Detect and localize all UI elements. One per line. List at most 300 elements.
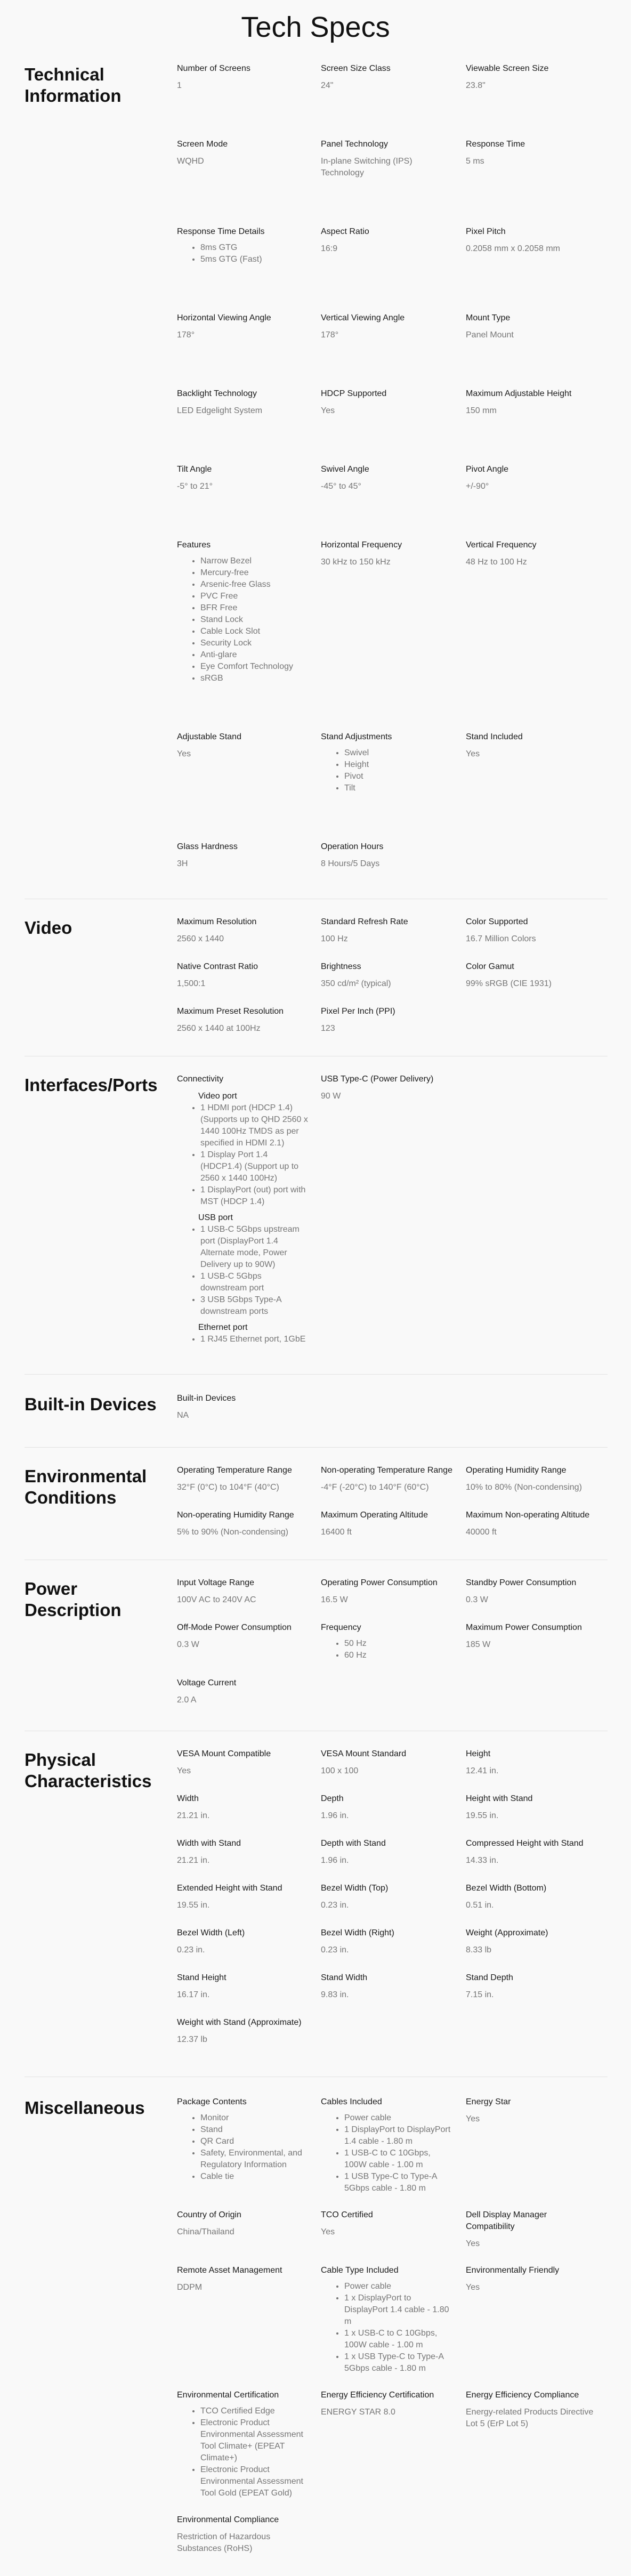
spec-label: Response Time	[466, 140, 525, 149]
list-item: • Safety, Environmental, and Regulatory Information	[200, 2147, 309, 2171]
spec-adjustable-stand	[177, 731, 321, 794]
spec-usb-type-c-power-delivery	[321, 1073, 466, 1345]
spec-label: Energy Efficiency Compliance	[466, 2391, 579, 2400]
spec-value: Panel Mount	[466, 330, 514, 340]
spec-value: China/Thailand	[177, 2227, 234, 2236]
spec-value: 21.21 in.	[177, 1811, 210, 1820]
list-item: • Anti-glare	[200, 649, 309, 661]
spec-value: -5° to 21°	[177, 482, 213, 491]
list-item: • TCO Certified Edge	[200, 2405, 309, 2417]
section-power-description	[0, 1560, 631, 1731]
spec-value: Energy-related Products Directive Lot 5 (ErP Lot 5)	[466, 2408, 594, 2428]
section-title: Physical Characteristics	[25, 1750, 152, 1791]
spec-response-time-details	[177, 226, 321, 265]
spec-screen-size-class	[321, 63, 466, 92]
spec-label: Cable Type Included	[321, 2266, 399, 2275]
list-item: • QR Card	[200, 2136, 309, 2147]
spec-value: 40000 ft	[466, 1528, 497, 1537]
spec-compressed-height-with-stand	[466, 1838, 608, 1867]
spec-label: Screen Size Class	[321, 64, 391, 73]
spec-features	[177, 539, 321, 684]
list-item: • Cable Lock Slot	[200, 626, 309, 637]
list-item: • Electronic Product Environmental Assessment Tool Climate+ (EPEAT Climate+)	[200, 2417, 309, 2464]
list-item: • 1 x USB Type-C to Type-A 5Gbps cable - 1.80 m	[344, 2351, 454, 2375]
list-item: • 1 USB-C to C 10Gbps, 100W cable - 1.00 m	[344, 2147, 454, 2171]
spec-value: 0.3 W	[466, 1595, 488, 1604]
spec-value: 7.15 in.	[466, 1990, 494, 1999]
spec-label: Tilt Angle	[177, 465, 212, 474]
page-title: Tech Specs	[241, 11, 390, 43]
list-item: • Arsenic-free Glass	[200, 579, 309, 591]
spec-viewable-screen-size	[466, 63, 608, 92]
spec-width	[177, 1793, 321, 1822]
spec-label: Stand Height	[177, 1973, 226, 1982]
spec-mount-type	[466, 312, 608, 341]
group-label: Ethernet port	[198, 1323, 248, 1332]
spec-label: Mount Type	[466, 313, 511, 322]
spec-operating-humidity-range	[466, 1465, 608, 1493]
spec-bezel-width-right	[321, 1927, 466, 1956]
spec-value: 24"	[321, 81, 334, 90]
spec-value: Restriction of Hazardous Substances (RoHS)	[177, 2532, 271, 2553]
spec-value: 30 kHz to 150 kHz	[321, 558, 391, 567]
spec-value: 8.33 lb	[466, 1945, 492, 1955]
spec-value: 14.33 in.	[466, 1856, 499, 1865]
spec-label: Frequency	[321, 1623, 361, 1632]
spec-backlight-technology	[177, 388, 321, 417]
spec-label: Stand Included	[466, 732, 523, 741]
spec-value-list	[177, 2405, 309, 2499]
spec-label: Package Contents	[177, 2097, 247, 2106]
spec-depth-with-stand	[321, 1838, 466, 1867]
list-item: • Security Lock	[200, 637, 309, 649]
spec-grid	[177, 1465, 608, 1538]
spec-maximum-non-operating-altitude	[466, 1509, 608, 1538]
spec-value: 99% sRGB (CIE 1931)	[466, 979, 552, 988]
list-item: • 1 x USB-C to C 10Gbps, 100W cable - 1.00 m	[344, 2328, 454, 2351]
spec-value: 123	[321, 1024, 335, 1033]
spec-value: 3H	[177, 859, 188, 868]
spec-value: -45° to 45°	[321, 482, 361, 491]
spec-glass-hardness	[177, 841, 321, 870]
list-item: • Cable tie	[200, 2171, 309, 2183]
spec-value: 178°	[321, 330, 339, 340]
spec-stand-height	[177, 1972, 321, 2001]
spec-label: Standard Refresh Rate	[321, 917, 408, 926]
spec-maximum-preset-resolution	[177, 1006, 321, 1035]
spec-value: 2560 x 1440	[177, 934, 224, 943]
spec-label: Energy Star	[466, 2097, 511, 2106]
spec-color-gamut	[466, 961, 608, 990]
spec-label: Environmental Certification	[177, 2391, 279, 2400]
spec-value-list	[177, 1224, 309, 1318]
spec-horizontal-viewing-angle	[177, 312, 321, 341]
spec-label: Maximum Resolution	[177, 917, 257, 926]
spec-maximum-adjustable-height	[466, 388, 608, 417]
spec-label: Maximum Power Consumption	[466, 1623, 582, 1632]
spec-standard-refresh-rate	[321, 916, 466, 945]
spec-value: 32°F (0°C) to 104°F (40°C)	[177, 1483, 279, 1492]
spec-weight-with-stand-approximate	[177, 2017, 321, 2046]
spec-cable-type-included	[321, 2265, 466, 2375]
spec-energy-efficiency-certification	[321, 2389, 466, 2499]
spec-horizontal-frequency	[321, 539, 466, 684]
group-label: USB port	[198, 1213, 233, 1222]
spec-label: Backlight Technology	[177, 389, 257, 398]
spec-label: Maximum Preset Resolution	[177, 1007, 284, 1016]
spec-label: Operating Humidity Range	[466, 1466, 567, 1475]
list-item: • Power cable	[344, 2281, 454, 2292]
list-item: • 1 USB-C 5Gbps upstream port (DisplayPort 1.4 Alternate mode, Power Delivery up to 90W)	[200, 1224, 309, 1271]
spec-pivot-angle	[466, 464, 608, 492]
spec-built-in-devices	[177, 1393, 321, 1422]
spec-label: Weight (Approximate)	[466, 1928, 548, 1937]
spec-label: Width with Stand	[177, 1839, 241, 1848]
section-technical-information	[0, 47, 631, 899]
list-item: • 50 Hz	[344, 1638, 454, 1650]
spec-grid	[177, 1748, 608, 2046]
spec-value: 48 Hz to 100 Hz	[466, 558, 527, 567]
spec-height	[466, 1748, 608, 1777]
section-environmental-conditions	[0, 1448, 631, 1560]
list-item: • BFR Free	[200, 602, 309, 614]
spec-value-list	[177, 2112, 309, 2183]
section-title: Built-in Devices	[25, 1394, 157, 1414]
spec-label: Glass Hardness	[177, 842, 238, 851]
spec-value: Yes	[466, 2114, 480, 2123]
spec-vesa-mount-standard	[321, 1748, 466, 1777]
spec-environmental-certification	[177, 2389, 321, 2499]
spec-vesa-mount-compatible	[177, 1748, 321, 1777]
spec-value-list	[177, 242, 309, 265]
spec-value: 19.55 in.	[466, 1811, 499, 1820]
spec-label: Native Contrast Ratio	[177, 962, 258, 971]
spec-package-contents	[177, 2096, 321, 2194]
spec-maximum-operating-altitude	[321, 1509, 466, 1538]
list-item: • 1 DisplayPort to DisplayPort 1.4 cable - 1.80 m	[344, 2124, 454, 2147]
spec-operation-hours	[321, 841, 466, 870]
spec-value: 1.96 in.	[321, 1811, 349, 1820]
spec-vertical-viewing-angle	[321, 312, 466, 341]
spec-depth	[321, 1793, 466, 1822]
spec-label: Viewable Screen Size	[466, 64, 549, 73]
spec-value: 0.23 in.	[177, 1945, 205, 1955]
spec-groups	[177, 1091, 309, 1345]
list-item: • Stand	[200, 2124, 309, 2136]
spec-panel-technology	[321, 139, 466, 179]
spec-value: +/-90°	[466, 482, 489, 491]
spec-label: Dell Display Manager Compatibility	[466, 2210, 547, 2231]
spec-label: Brightness	[321, 962, 361, 971]
spec-label: Country of Origin	[177, 2210, 241, 2219]
spec-height-with-stand	[466, 1793, 608, 1822]
spec-label: Operation Hours	[321, 842, 384, 851]
spec-label: Height	[466, 1749, 491, 1758]
spec-stand-adjustments	[321, 731, 466, 794]
spec-color-supported	[466, 916, 608, 945]
spec-value: 10% to 80% (Non-condensing)	[466, 1483, 582, 1492]
spec-stand-depth	[466, 1972, 608, 2001]
spec-brightness	[321, 961, 466, 990]
spec-bezel-width-left	[177, 1927, 321, 1956]
spec-value: 16.17 in.	[177, 1990, 210, 1999]
spec-value: WQHD	[177, 157, 204, 166]
spec-label: Swivel Angle	[321, 465, 369, 474]
spec-value: 5% to 90% (Non-condensing)	[177, 1528, 289, 1537]
spec-label: Environmental Compliance	[177, 2515, 279, 2524]
spec-label: Horizontal Frequency	[321, 540, 402, 550]
spec-label: Environmentally Friendly	[466, 2266, 560, 2275]
spec-label: Response Time Details	[177, 227, 265, 236]
spec-value: DDPM	[177, 2283, 203, 2292]
spec-label: Input Voltage Range	[177, 1578, 255, 1587]
list-item: • sRGB	[200, 673, 309, 684]
spec-label: Operating Temperature Range	[177, 1466, 292, 1475]
list-item: • Stand Lock	[200, 614, 309, 626]
list-item: • Power cable	[344, 2112, 454, 2124]
list-item: • Height	[344, 759, 454, 771]
spec-value: NA	[177, 1411, 189, 1420]
spec-label: Extended Height with Stand	[177, 1884, 282, 1893]
spec-label: Maximum Operating Altitude	[321, 1511, 428, 1520]
spec-value: 0.23 in.	[321, 1901, 349, 1910]
spec-value-list	[321, 2281, 454, 2375]
spec-hdcp-supported	[321, 388, 466, 417]
spec-value: Yes	[466, 2239, 480, 2248]
spec-value: 1	[177, 81, 182, 90]
section-title: Video	[25, 918, 72, 938]
spec-label: Stand Depth	[466, 1973, 513, 1982]
spec-label: Voltage Current	[177, 1678, 237, 1687]
spec-value: 0.51 in.	[466, 1901, 494, 1910]
spec-label: Pivot Angle	[466, 465, 509, 474]
spec-label: Number of Screens	[177, 64, 250, 73]
spec-standby-power-consumption	[466, 1577, 608, 1606]
spec-label: Maximum Adjustable Height	[466, 389, 572, 398]
group-label: Video port	[198, 1092, 237, 1101]
list-item: • 1 USB Type-C to Type-A 5Gbps cable - 1.80 m	[344, 2171, 454, 2194]
spec-label: Adjustable Stand	[177, 732, 241, 741]
section-title: Interfaces/Ports	[25, 1075, 158, 1095]
spec-value: Yes	[321, 2227, 335, 2236]
spec-value: 178°	[177, 330, 195, 340]
spec-value: 0.3 W	[177, 1640, 199, 1649]
spec-value-list	[177, 555, 309, 684]
spec-label: Bezel Width (Top)	[321, 1884, 389, 1893]
list-item: • Monitor	[200, 2112, 309, 2124]
spec-value: 2.0 A	[177, 1695, 197, 1705]
section-title: Power Description	[25, 1579, 122, 1620]
spec-dell-display-manager-compatibility	[466, 2209, 608, 2250]
spec-value: 100V AC to 240V AC	[177, 1595, 256, 1604]
spec-label: Stand Adjustments	[321, 732, 392, 741]
spec-value: 0.23 in.	[321, 1945, 349, 1955]
spec-label: Connectivity	[177, 1075, 224, 1084]
spec-response-time	[466, 139, 608, 179]
spec-value: 150 mm	[466, 406, 497, 415]
spec-value: LED Edgelight System	[177, 406, 263, 415]
spec-label: USB Type-C (Power Delivery)	[321, 1075, 434, 1084]
spec-value-list	[177, 1334, 309, 1345]
spec-operating-temperature-range	[177, 1465, 321, 1493]
spec-value: 350 cd/m² (typical)	[321, 979, 391, 988]
spec-label: Aspect Ratio	[321, 227, 369, 236]
spec-non-operating-humidity-range	[177, 1509, 321, 1538]
spec-country-of-origin	[177, 2209, 321, 2250]
list-item: • Eye Comfort Technology	[200, 661, 309, 673]
list-item: • Tilt	[344, 782, 454, 794]
list-item: • 1 x DisplayPort to DisplayPort 1.4 cable - 1.80 m	[344, 2292, 454, 2328]
spec-label: Vertical Viewing Angle	[321, 313, 405, 322]
spec-label: Standby Power Consumption	[466, 1578, 577, 1587]
list-item: • 3 USB 5Gbps Type-A downstream ports	[200, 1294, 309, 1318]
list-item: • PVC Free	[200, 591, 309, 602]
spec-label: Screen Mode	[177, 140, 228, 149]
list-item: • Mercury-free	[200, 567, 309, 579]
spec-grid	[177, 1577, 608, 1706]
section-miscellaneous	[0, 2077, 631, 2576]
spec-remote-asset-management	[177, 2265, 321, 2375]
spec-stand-included	[466, 731, 608, 794]
section-built-in-devices	[0, 1375, 631, 1447]
spec-value-list	[177, 1102, 309, 1208]
spec-label: Height with Stand	[466, 1794, 533, 1803]
spec-environmentally-friendly	[466, 2265, 608, 2375]
spec-extended-height-with-stand	[177, 1883, 321, 1911]
spec-label: Color Gamut	[466, 962, 514, 971]
spec-swivel-angle	[321, 464, 466, 492]
list-item: • 1 HDMI port (HDCP 1.4) (Supports up to QHD 2560 x 1440 100Hz TMDS as per specified in HDMI 2.1)	[200, 1102, 309, 1149]
spec-value: 8 Hours/5 Days	[321, 859, 380, 868]
list-item: • 1 USB-C 5Gbps downstream port	[200, 1271, 309, 1294]
spec-pixel-per-inch-ppi	[321, 1006, 466, 1035]
spec-label: Bezel Width (Bottom)	[466, 1884, 547, 1893]
list-item: • 60 Hz	[344, 1650, 454, 1661]
spec-value: 12.37 lb	[177, 2035, 207, 2044]
spec-label: VESA Mount Standard	[321, 1749, 407, 1758]
spec-value-list	[321, 2112, 454, 2194]
spec-tco-certified	[321, 2209, 466, 2250]
spec-grid	[177, 916, 608, 1035]
spec-maximum-resolution	[177, 916, 321, 945]
spec-value: 19.55 in.	[177, 1901, 210, 1910]
spec-label: Non-operating Temperature Range	[321, 1466, 452, 1475]
spec-label: Compressed Height with Stand	[466, 1839, 584, 1848]
spec-operating-power-consumption	[321, 1577, 466, 1606]
spec-label: VESA Mount Compatible	[177, 1749, 271, 1758]
spec-value: 5 ms	[466, 157, 484, 166]
spec-label: Depth	[321, 1794, 344, 1803]
spec-energy-star	[466, 2096, 608, 2194]
spec-label: Width	[177, 1794, 199, 1803]
list-item: • Pivot	[344, 771, 454, 782]
spec-value: 1.96 in.	[321, 1856, 349, 1865]
spec-label: Color Supported	[466, 917, 528, 926]
spec-value-list	[321, 747, 454, 794]
spec-value: 1,500:1	[177, 979, 206, 988]
spec-pixel-pitch	[466, 226, 608, 265]
spec-grid	[177, 1073, 608, 1345]
spec-value: 185 W	[466, 1640, 491, 1649]
spec-voltage-current	[177, 1677, 321, 1706]
spec-cables-included	[321, 2096, 466, 2194]
section-video	[0, 899, 631, 1056]
spec-label: Maximum Non-operating Altitude	[466, 1511, 590, 1520]
spec-label: Non-operating Humidity Range	[177, 1511, 294, 1520]
spec-value: 16.5 W	[321, 1595, 348, 1604]
spec-non-operating-temperature-range	[321, 1465, 466, 1493]
spec-label: Built-in Devices	[177, 1394, 236, 1403]
spec-screen-mode	[177, 139, 321, 179]
spec-off-mode-power-consumption	[177, 1622, 321, 1661]
spec-value: 90 W	[321, 1092, 341, 1101]
spec-weight-approximate	[466, 1927, 608, 1956]
spec-label: Operating Power Consumption	[321, 1578, 438, 1587]
section-physical-characteristics	[0, 1731, 631, 2077]
spec-value: -4°F (-20°C) to 140°F (60°C)	[321, 1483, 429, 1492]
spec-grid	[177, 63, 608, 870]
spec-vertical-frequency	[466, 539, 608, 684]
spec-tilt-angle	[177, 464, 321, 492]
spec-label: Depth with Stand	[321, 1839, 386, 1848]
spec-value: 16400 ft	[321, 1528, 352, 1537]
spec-value-list	[321, 1638, 454, 1661]
spec-value: In-plane Switching (IPS) Technology	[321, 157, 412, 177]
spec-frequency	[321, 1622, 466, 1661]
spec-label: Stand Width	[321, 1973, 368, 1982]
spec-environmental-compliance	[177, 2514, 321, 2555]
spec-grid	[177, 1393, 608, 1422]
spec-label: Remote Asset Management	[177, 2266, 282, 2275]
spec-label: Vertical Frequency	[466, 540, 537, 550]
spec-value: Yes	[321, 406, 335, 415]
spec-value: 2560 x 1440 at 100Hz	[177, 1024, 261, 1033]
section-title: Environmental Conditions	[25, 1466, 147, 1507]
spec-value: 16.7 Million Colors	[466, 934, 536, 943]
spec-value: 12.41 in.	[466, 1766, 499, 1775]
spec-bezel-width-bottom	[466, 1883, 608, 1911]
spec-energy-efficiency-compliance	[466, 2389, 608, 2499]
list-item: • 8ms GTG	[200, 242, 309, 254]
spec-value: Yes	[466, 2283, 480, 2292]
spec-label: Bezel Width (Left)	[177, 1928, 245, 1937]
spec-maximum-power-consumption	[466, 1622, 608, 1661]
spec-native-contrast-ratio	[177, 961, 321, 990]
list-item: • 5ms GTG (Fast)	[200, 254, 309, 265]
section-title: Technical Information	[25, 64, 122, 106]
spec-label: TCO Certified	[321, 2210, 373, 2219]
spec-stand-width	[321, 1972, 466, 2001]
spec-value: 21.21 in.	[177, 1856, 210, 1865]
spec-bezel-width-top	[321, 1883, 466, 1911]
spec-label: Pixel Pitch	[466, 227, 506, 236]
list-item: • 1 Display Port 1.4 (HDCP1.4) (Support up to 2560 x 1440 100Hz)	[200, 1149, 309, 1184]
spec-aspect-ratio	[321, 226, 466, 265]
spec-label: Bezel Width (Right)	[321, 1928, 394, 1937]
spec-label: Off-Mode Power Consumption	[177, 1623, 292, 1632]
section-interfaces-ports	[0, 1056, 631, 1374]
spec-value: 100 x 100	[321, 1766, 359, 1775]
spec-label: Energy Efficiency Certification	[321, 2391, 434, 2400]
spec-sheet	[0, 47, 631, 2576]
section-title: Miscellaneous	[25, 2098, 145, 2118]
spec-width-with-stand	[177, 1838, 321, 1867]
list-item: • Narrow Bezel	[200, 555, 309, 567]
spec-value: 9.83 in.	[321, 1990, 349, 1999]
spec-input-voltage-range	[177, 1577, 321, 1606]
spec-value: ENERGY STAR 8.0	[321, 2408, 395, 2417]
list-item: • Electronic Product Environmental Assessment Tool Gold (EPEAT Gold)	[200, 2464, 309, 2499]
